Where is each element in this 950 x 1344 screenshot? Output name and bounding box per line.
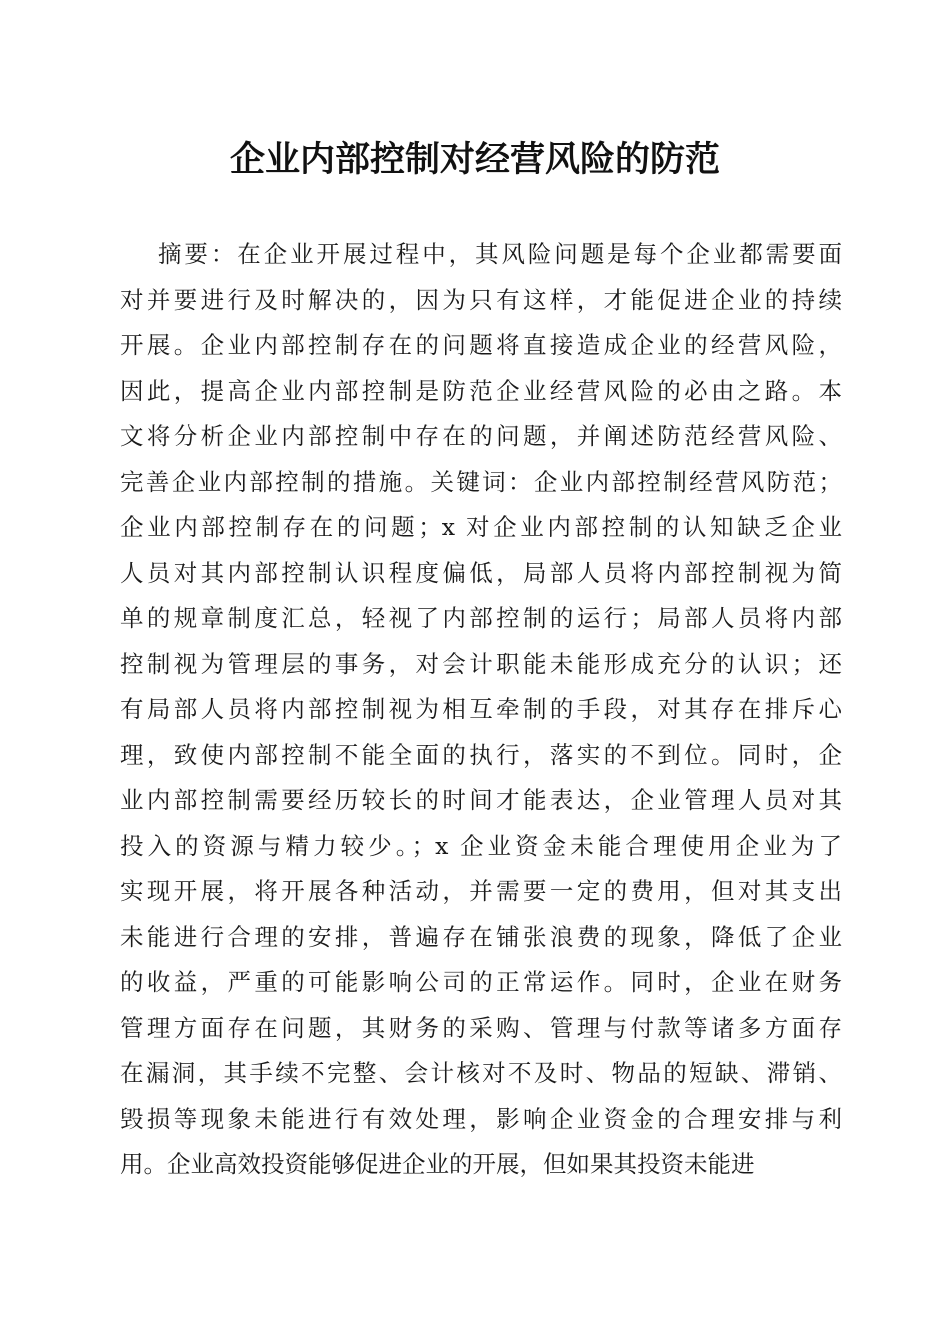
body-line: 因此，提高企业内部控制是防范企业经营风险的必由之路。本 <box>120 376 842 405</box>
body-line: 控制视为管理层的事务，对会计职能未能形成充分的认识；还 <box>120 649 842 678</box>
body-line: 业内部控制需要经历较长的时间才能表达，企业管理人员对其 <box>120 786 842 814</box>
body-line: 的收益，严重的可能影响公司的正常运作。同时，企业在财务 <box>120 968 842 996</box>
body-line: 毁损等现象未能进行有效处理，影响企业资金的合理安排与利 <box>120 1104 842 1133</box>
body-line: 管理方面存在问题，其财务的采购、管理与付款等诸多方面存 <box>120 1013 842 1042</box>
document-title: 企业内部控制对经营风险的防范 <box>229 139 720 180</box>
body-line: 文将分析企业内部控制中存在的问题，并阐述防范经营风险、 <box>120 422 842 450</box>
body-line: 单的规章制度汇总，轻视了内部控制的运行；局部人员将内部 <box>120 604 842 632</box>
body-line: 企业内部控制存在的问题；x 对企业内部控制的认知缺乏企业 <box>120 513 842 541</box>
body-line: 开展。企业内部控制存在的问题将直接造成企业的经营风险， <box>120 331 842 359</box>
body-line: 有局部人员将内部控制视为相互牵制的手段，对其存在排斥心 <box>120 695 842 723</box>
body-line: 未能进行合理的安排，普遍存在铺张浪费的现象，降低了企业 <box>120 922 842 951</box>
body-line: 对并要进行及时解决的，因为只有这样，才能促进企业的持续 <box>120 285 842 314</box>
body-line: 人员对其内部控制认识程度偏低，局部人员将内部控制视为简 <box>120 558 842 587</box>
document-body <box>120 232 842 1188</box>
body-line: 完善企业内部控制的措施。关键词：企业内部控制经营风防范； <box>120 467 842 496</box>
body-line: 实现开展，将开展各种活动，并需要一定的费用，但对其支出 <box>120 877 842 905</box>
body-line: 投入的资源与精力较少。；x 企业资金未能合理使用企业为了 <box>120 831 842 860</box>
body-line: 理，致使内部控制不能全面的执行，落实的不到位。同时，企 <box>120 740 842 769</box>
body-line: 摘要：在企业开展过程中，其风险问题是每个企业都需要面 <box>158 240 842 268</box>
body-line: 用。企业高效投资能够促进企业的开展，但如果其投资未能进 <box>120 1150 755 1178</box>
body-line: 在漏洞，其手续不完整、会计核对不及时、物品的短缺、滞销、 <box>120 1059 842 1087</box>
